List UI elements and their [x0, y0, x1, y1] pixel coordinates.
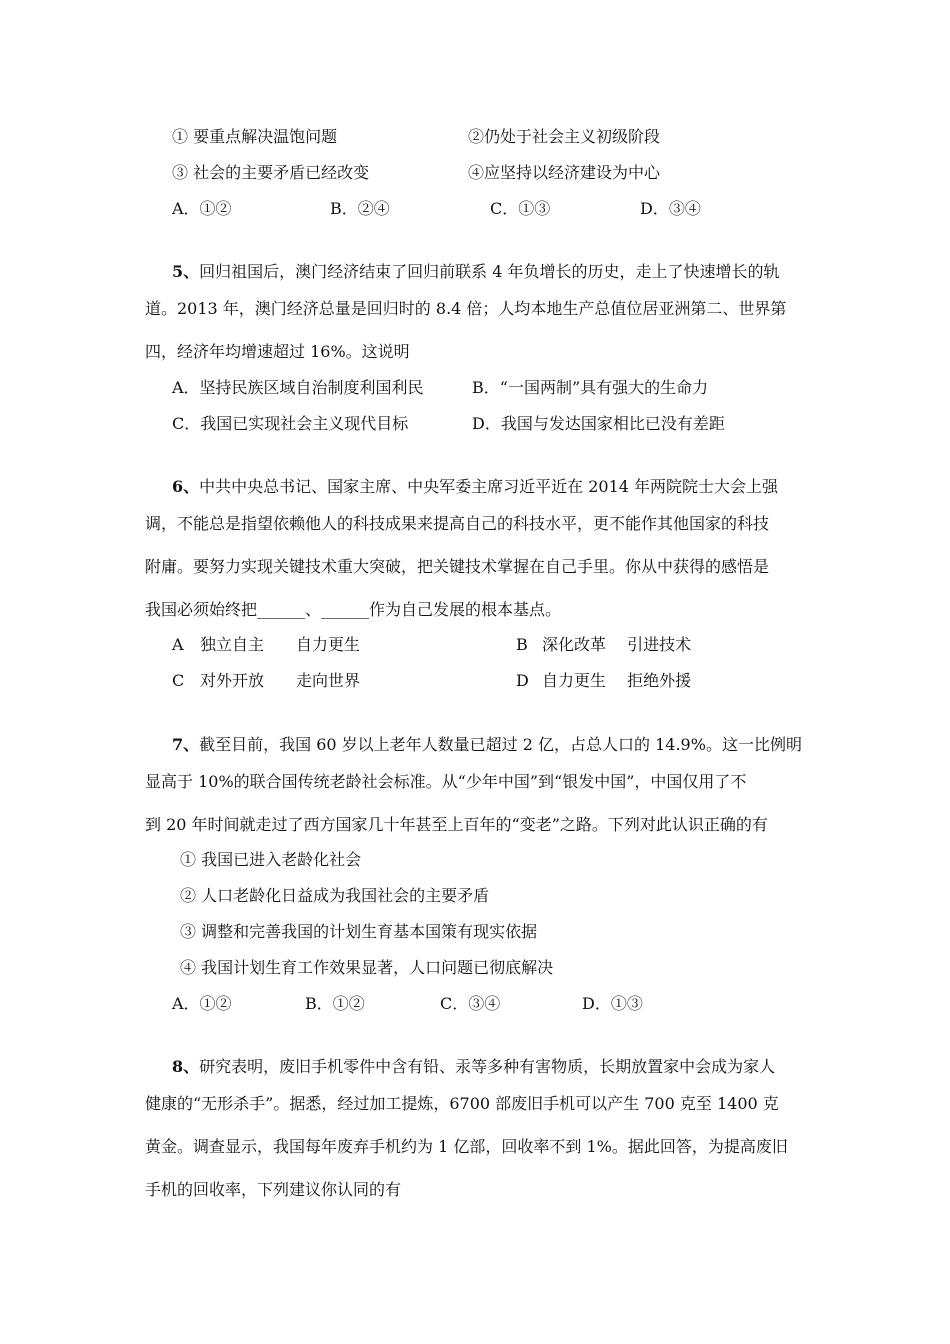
q6-text-1: 中共中央总书记、国家主席、中央军委主席习近平近在 2014 年两院院士大会上强	[199, 477, 779, 496]
q5-option-d: D．我国与发达国家相比已没有差距	[472, 414, 725, 433]
q6-option-a-text: 独立自主 自力更生	[200, 635, 361, 654]
q5-text-1: 回归祖国后，澳门经济结束了回归前联系 4 年负增长的历史，走上了快速增长的轨	[199, 262, 780, 281]
q6-option-c-text: 对外开放 走向世界	[200, 671, 361, 690]
q5-option-c: C．我国已实现社会主义现代目标	[172, 414, 409, 433]
q6-number: 6、	[172, 477, 200, 496]
q5-option-a: A．坚持民族区域自治制度利国利民	[172, 378, 424, 397]
q7-choice-a: A．①②	[172, 994, 232, 1013]
q8-stem-line-4: 手机的回收率，下列建议你认同的有	[145, 1180, 402, 1199]
q7-statement-3: ③ 调整和完善我国的计划生育基本国策有现实依据	[180, 922, 538, 941]
q6-option-d-letter: D	[516, 671, 529, 690]
q8-stem-line-1	[172, 1057, 775, 1077]
q4-statement-2: ②仍处于社会主义初级阶段	[468, 127, 661, 146]
q4-statement-3: ③ 社会的主要矛盾已经改变	[172, 163, 370, 182]
q7-stem-line-3: 到 20 年时间就走过了西方国家几十年甚至上百年的“变老”之路。下列对此认识正确的有	[145, 815, 768, 834]
q5-stem-line-1	[172, 262, 780, 282]
q6-option-a-letter: A	[172, 635, 184, 654]
q7-statement-4: ④ 我国计划生育工作效果显著，人口问题已彻底解决	[180, 958, 554, 977]
q4-choice-c: C．①③	[490, 199, 551, 218]
q5-number: 5、	[172, 262, 200, 281]
q4-statement-4: ④应坚持以经济建设为中心	[468, 163, 661, 182]
q6-option-b-text: 深化改革 引进技术	[542, 635, 692, 654]
q6-stem-line-3: 附庸。要努力实现关键技术重大突破，把关键技术掌握在自己手里。你从中获得的感悟是	[145, 557, 770, 576]
q6-stem-line-4: 我国必须始终把______、______作为自己发展的根本基点。	[145, 600, 562, 619]
q7-stem-line-2: 显高于 10%的联合国传统老龄社会标准。从“少年中国”到“银发中国”，中国仅用了不	[145, 772, 747, 791]
q6-option-b-letter: B	[516, 635, 528, 654]
q8-number: 8、	[172, 1057, 200, 1076]
q6-option-d-text: 自力更生 拒绝外援	[542, 671, 692, 690]
q6-option-c-letter: C	[172, 671, 185, 690]
q7-choice-d: D．①③	[582, 994, 643, 1013]
q5-stem-line-2: 道。2013 年，澳门经济总量是回归时的 8.4 倍；人均本地生产总值位居亚洲第二、世界第	[145, 299, 787, 318]
q8-stem-line-2: 健康的“无形杀手”。据悉，经过加工提炼，6700 部废旧手机可以产生 700 克至 1400 克	[145, 1094, 779, 1113]
q6-stem-line-2: 调，不能总是指望依赖他人的科技成果来提高自己的科技水平，更不能作其他国家的科技	[145, 514, 770, 533]
q7-statement-2: ② 人口老龄化日益成为我国社会的主要矛盾	[180, 886, 490, 905]
q4-choice-a: A．①②	[172, 199, 232, 218]
q7-statement-1: ① 我国已进入老龄化社会	[180, 850, 362, 869]
q6-stem-line-1	[172, 477, 778, 497]
q7-stem-line-1	[172, 735, 802, 755]
q7-choice-c: C．③④	[440, 994, 501, 1013]
q5-stem-line-3: 四，经济年均增速超过 16%。这说明	[145, 342, 410, 361]
q7-number: 7、	[172, 735, 200, 754]
q5-option-b: B．“一国两制”具有强大的生命力	[472, 378, 709, 397]
q7-text-1: 截至目前，我国 60 岁以上老年人数量已超过 2 亿，占总人口的 14.9%。这一比例明	[199, 735, 802, 754]
q7-choice-b: B．①②	[305, 994, 365, 1013]
q8-text-1: 研究表明，废旧手机零件中含有铅、汞等多种有害物质，长期放置家中会成为家人	[199, 1057, 776, 1076]
q4-choice-d: D．③④	[640, 199, 701, 218]
q8-stem-line-3: 黄金。调查显示，我国每年废弃手机约为 1 亿部，回收率不到 1%。据此回答，为提高废旧	[145, 1137, 788, 1156]
q4-choice-b: B．②④	[330, 199, 390, 218]
q4-statement-1: ① 要重点解决温饱问题	[172, 127, 338, 146]
